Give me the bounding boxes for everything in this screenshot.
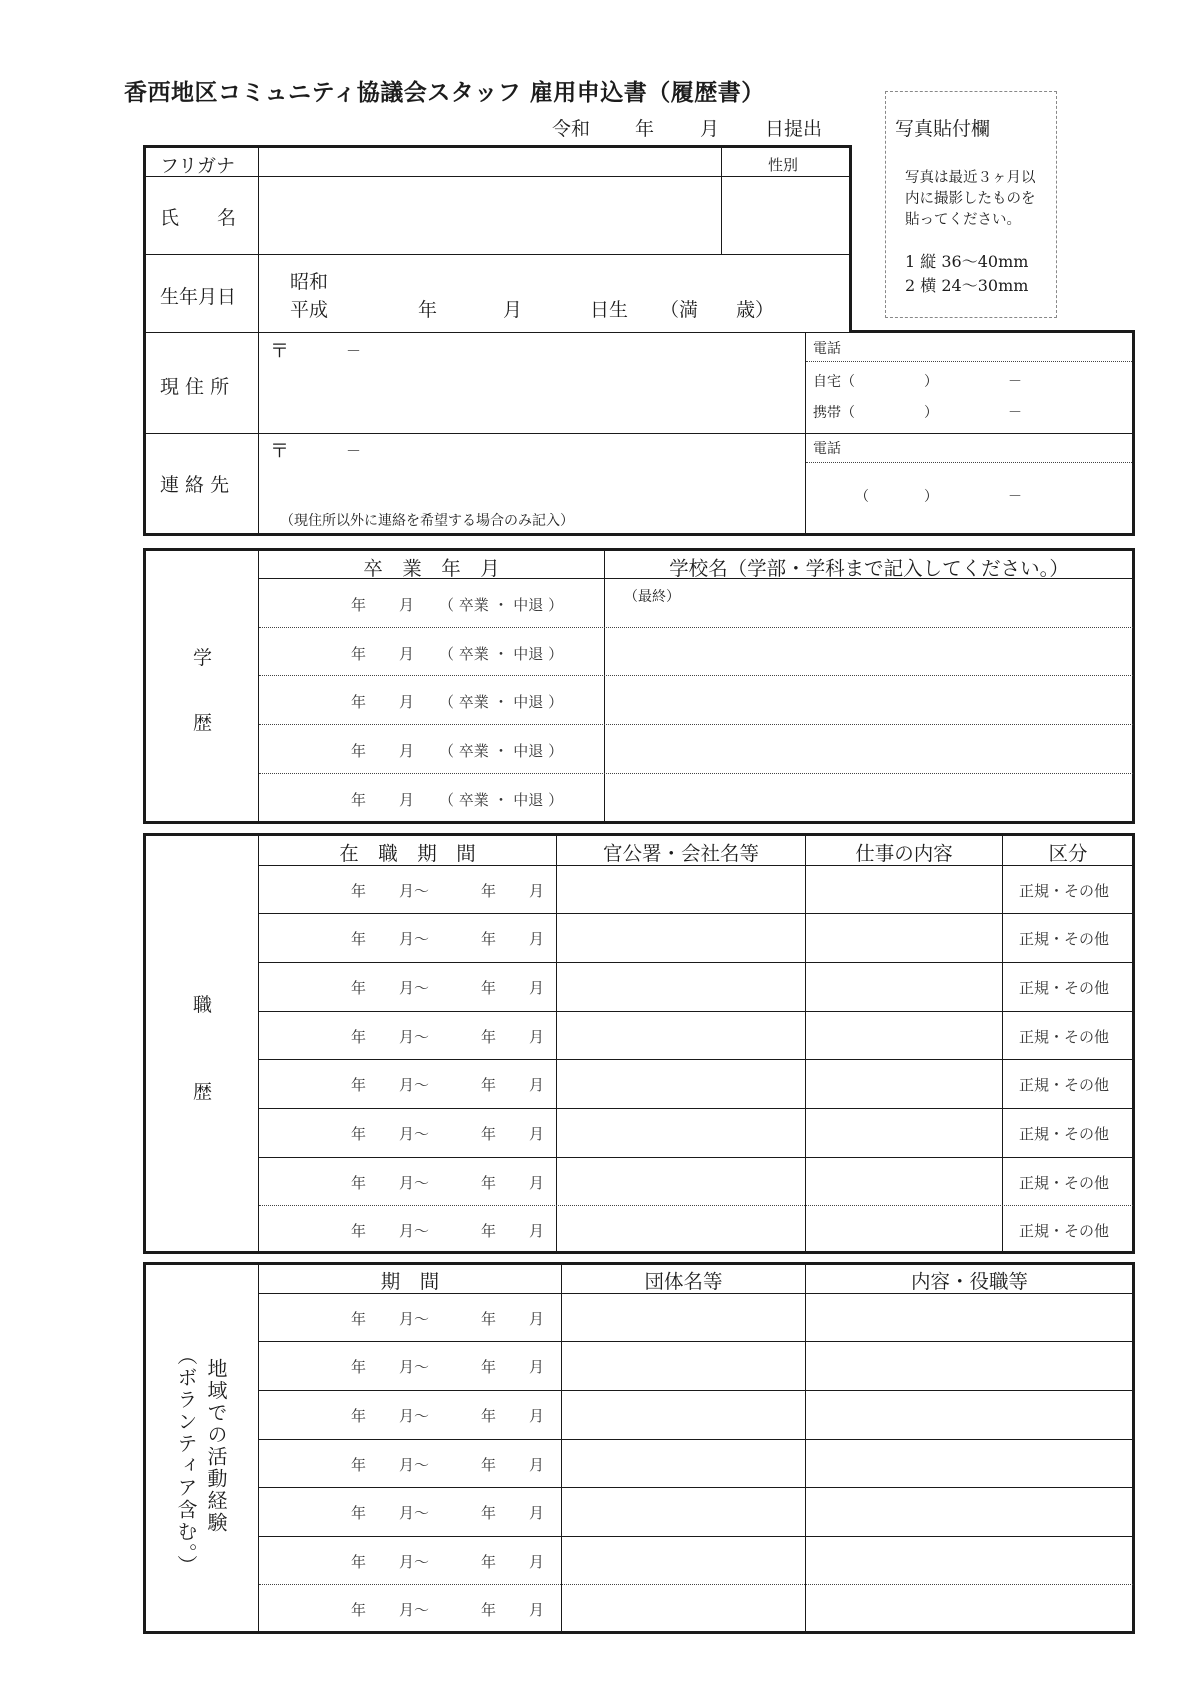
- activity-month-from: 月～: [399, 1407, 430, 1425]
- career-row[interactable]: [259, 1158, 1133, 1205]
- career-year-from: 年: [351, 1028, 367, 1046]
- career-year-from: 年: [351, 1174, 367, 1192]
- career-year-from: 年: [351, 1076, 367, 1094]
- career-type: 正規・その他: [1019, 1028, 1110, 1046]
- career-col-type: 区分: [1048, 842, 1088, 865]
- activity-year-to: 年: [481, 1553, 497, 1571]
- activity-year-to: 年: [481, 1456, 497, 1474]
- activity-row[interactable]: [259, 1391, 1133, 1439]
- career-month-from: 月～: [399, 930, 430, 948]
- education-label-1: 学: [193, 647, 213, 669]
- activity-row[interactable]: [259, 1537, 1133, 1584]
- edu-month: 月: [399, 645, 415, 663]
- activity-row[interactable]: [259, 1342, 1133, 1390]
- activity-year-to: 年: [481, 1601, 497, 1619]
- name-field[interactable]: [259, 177, 721, 254]
- gender-field[interactable]: [722, 177, 849, 254]
- home-phone-label: 自宅（: [813, 374, 855, 390]
- career-type: 正規・その他: [1019, 1076, 1110, 1094]
- career-year-to: 年: [481, 1174, 497, 1192]
- career-row[interactable]: [259, 1206, 1133, 1252]
- career-row[interactable]: [259, 914, 1133, 962]
- career-row[interactable]: [259, 1060, 1133, 1108]
- career-year-from: 年: [351, 1222, 367, 1240]
- activity-month-to: 月: [529, 1358, 545, 1376]
- career-month-to: 月: [529, 1174, 545, 1192]
- edu-year: 年: [351, 596, 367, 614]
- career-year-to: 年: [481, 979, 497, 997]
- edu-month: 月: [399, 742, 415, 760]
- career-month-to: 月: [529, 979, 545, 997]
- career-type: 正規・その他: [1019, 1125, 1110, 1143]
- career-type: 正規・その他: [1019, 1174, 1110, 1192]
- edu-month: 月: [399, 693, 415, 711]
- career-col-work: 仕事の内容: [855, 842, 953, 865]
- career-month-from: 月～: [399, 1125, 430, 1143]
- date-year: 年: [635, 118, 655, 140]
- activity-year-to: 年: [481, 1310, 497, 1328]
- photo-note: 写真は最近３ヶ月以 内に撮影したものを 貼ってください。: [905, 170, 1036, 228]
- career-year-from: 年: [351, 979, 367, 997]
- activity-label: 地域での活動経験: [204, 1358, 228, 1534]
- career-month-from: 月～: [399, 882, 430, 900]
- activity-year-from: 年: [351, 1553, 367, 1571]
- activity-month-to: 月: [529, 1456, 545, 1474]
- career-type: 正規・その他: [1019, 1222, 1110, 1240]
- furigana-label: フリガナ: [160, 155, 236, 177]
- education-col-date: 卒 業 年 月: [363, 557, 500, 580]
- edu-year: 年: [351, 742, 367, 760]
- activity-year-to: 年: [481, 1407, 497, 1425]
- career-type: 正規・その他: [1019, 979, 1110, 997]
- activity-month-to: 月: [529, 1601, 545, 1619]
- career-month-to: 月: [529, 1028, 545, 1046]
- activity-year-from: 年: [351, 1456, 367, 1474]
- activity-row[interactable]: [259, 1488, 1133, 1536]
- career-year-to: 年: [481, 1222, 497, 1240]
- contact-phone-close: ）: [924, 489, 938, 505]
- education-row[interactable]: [259, 725, 1133, 773]
- career-year-to: 年: [481, 1028, 497, 1046]
- career-month-from: 月～: [399, 1174, 430, 1192]
- activity-month-from: 月～: [399, 1601, 430, 1619]
- contact-phone-dash: －: [1008, 489, 1022, 505]
- activity-year-from: 年: [351, 1601, 367, 1619]
- activity-year-from: 年: [351, 1407, 367, 1425]
- photo-title: 写真貼付欄: [895, 118, 991, 140]
- edu-status: （ 卒業 ・ 中退 ）: [439, 596, 564, 614]
- education-row[interactable]: [259, 676, 1133, 724]
- activity-year-to: 年: [481, 1504, 497, 1522]
- birth-day: 日生: [590, 299, 629, 321]
- career-year-from: 年: [351, 882, 367, 900]
- edu-year: 年: [351, 693, 367, 711]
- career-month-to: 月: [529, 930, 545, 948]
- mobile-phone-dash: －: [1008, 405, 1022, 421]
- activity-month-to: 月: [529, 1407, 545, 1425]
- era-showa: 昭和: [290, 271, 329, 293]
- career-row[interactable]: [259, 866, 1133, 913]
- age-open: （満: [660, 299, 699, 321]
- career-col-period: 在 職 期 間: [339, 842, 476, 865]
- activity-year-from: 年: [351, 1358, 367, 1376]
- education-final-label: （最終）: [624, 589, 680, 605]
- activity-month-to: 月: [529, 1553, 545, 1571]
- activity-year-from: 年: [351, 1310, 367, 1328]
- address-field[interactable]: [259, 333, 805, 433]
- edu-status: （ 卒業 ・ 中退 ）: [439, 645, 564, 663]
- activity-col-role: 内容・役職等: [910, 1270, 1028, 1293]
- contact-label: 連 絡 先: [160, 474, 230, 496]
- date-era: 令和: [552, 118, 591, 140]
- activity-month-from: 月～: [399, 1310, 430, 1328]
- education-label-2: 歴: [193, 712, 213, 734]
- career-type: 正規・その他: [1019, 882, 1110, 900]
- address-postal-dash: －: [346, 342, 362, 360]
- contact-note: （現住所以外に連絡を希望する場合のみ記入）: [280, 513, 574, 529]
- career-year-to: 年: [481, 1125, 497, 1143]
- education-col-school: 学校名（学部・学科まで記入してください。）: [669, 557, 1069, 580]
- contact-postal-dash: －: [346, 442, 362, 460]
- page-title: 香西地区コミュニティ協議会スタッフ 雇用申込書（履歴書）: [124, 80, 765, 106]
- education-row[interactable]: [259, 579, 1133, 627]
- education-row[interactable]: [259, 774, 1133, 822]
- contact-postal: 〒: [270, 440, 290, 462]
- date-month: 月: [700, 118, 720, 140]
- career-year-to: 年: [481, 1076, 497, 1094]
- age-close: 歳）: [736, 299, 775, 321]
- birthdate-label: 生年月日: [160, 286, 237, 308]
- edu-month: 月: [399, 791, 415, 809]
- career-month-from: 月～: [399, 1028, 430, 1046]
- date-submit: 日提出: [765, 118, 823, 140]
- career-row[interactable]: [259, 1109, 1133, 1157]
- career-month-from: 月～: [399, 979, 430, 997]
- career-month-to: 月: [529, 1125, 545, 1143]
- contact-phone-label: 電話: [813, 441, 841, 457]
- address-phone-label: 電話: [813, 341, 841, 357]
- activity-month-to: 月: [529, 1504, 545, 1522]
- career-row[interactable]: [259, 963, 1133, 1011]
- edu-status: （ 卒業 ・ 中退 ）: [439, 742, 564, 760]
- activity-year-to: 年: [481, 1358, 497, 1376]
- career-month-from: 月～: [399, 1076, 430, 1094]
- activity-month-from: 月～: [399, 1358, 430, 1376]
- photo-size: 1 縦 36～40mm 2 横 24～30mm: [905, 252, 1029, 295]
- activity-row[interactable]: [259, 1440, 1133, 1487]
- education-row[interactable]: [259, 628, 1133, 675]
- activity-month-from: 月～: [399, 1504, 430, 1522]
- activity-year-from: 年: [351, 1504, 367, 1522]
- address-postal: 〒: [270, 340, 290, 362]
- edu-month: 月: [399, 596, 415, 614]
- era-heisei: 平成: [290, 299, 329, 321]
- activity-sublabel: （ボランティア含む。）: [174, 1345, 198, 1577]
- activity-month-from: 月～: [399, 1456, 430, 1474]
- mobile-phone-label: 携帯（: [813, 405, 855, 421]
- career-col-company: 官公署・会社名等: [602, 842, 759, 865]
- edu-status: （ 卒業 ・ 中退 ）: [439, 791, 564, 809]
- activity-row[interactable]: [259, 1585, 1133, 1632]
- activity-month-to: 月: [529, 1310, 545, 1328]
- contact-phone-open: （: [855, 489, 869, 505]
- career-label-1: 職: [193, 994, 213, 1016]
- edu-status: （ 卒業 ・ 中退 ）: [439, 693, 564, 711]
- activity-col-org: 団体名等: [644, 1270, 723, 1293]
- career-year-from: 年: [351, 930, 367, 948]
- address-label: 現 住 所: [160, 376, 230, 398]
- career-month-to: 月: [529, 1222, 545, 1240]
- name-label: 氏 名: [160, 207, 237, 229]
- contact-field[interactable]: [259, 434, 805, 512]
- birth-year: 年: [418, 299, 438, 321]
- career-month-to: 月: [529, 1076, 545, 1094]
- career-year-to: 年: [481, 882, 497, 900]
- activity-row[interactable]: [259, 1294, 1133, 1341]
- career-row[interactable]: [259, 1012, 1133, 1059]
- activity-month-from: 月～: [399, 1553, 430, 1571]
- birth-month: 月: [503, 299, 523, 321]
- gender-label: 性別: [768, 156, 799, 174]
- career-year-from: 年: [351, 1125, 367, 1143]
- edu-year: 年: [351, 645, 367, 663]
- home-phone-close: ）: [924, 374, 938, 390]
- career-year-to: 年: [481, 930, 497, 948]
- career-type: 正規・その他: [1019, 930, 1110, 948]
- career-month-from: 月～: [399, 1222, 430, 1240]
- home-phone-dash: －: [1008, 374, 1022, 390]
- edu-year: 年: [351, 791, 367, 809]
- career-month-to: 月: [529, 882, 545, 900]
- activity-col-period: 期 間: [380, 1270, 440, 1293]
- career-label-2: 歴: [193, 1081, 213, 1103]
- mobile-phone-close: ）: [924, 405, 938, 421]
